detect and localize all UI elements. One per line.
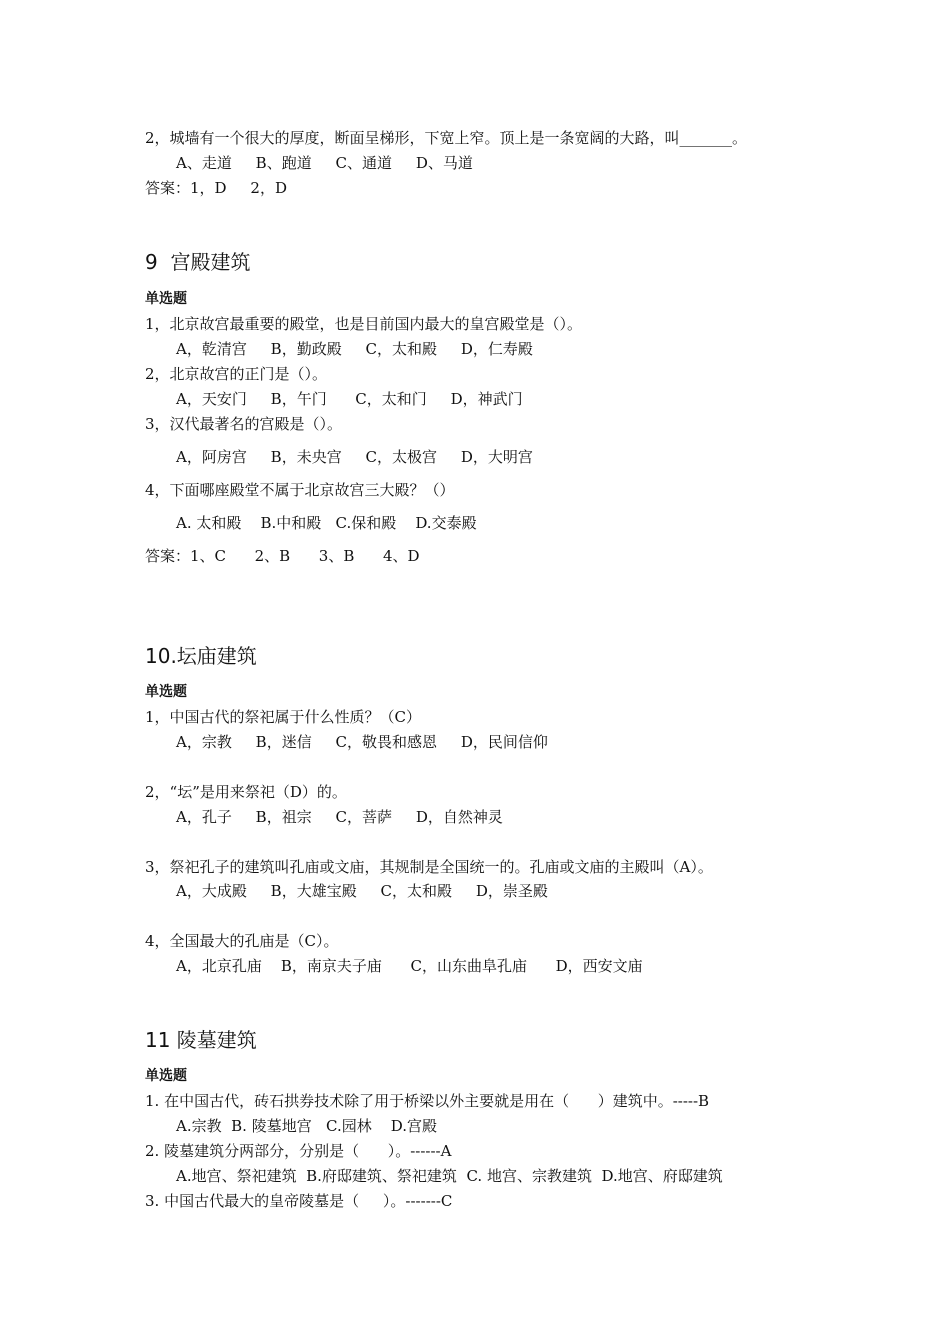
question-text: 2. 陵墓建筑分两部分，分别是（ ）。------A bbox=[145, 1142, 452, 1160]
section-heading: 9 宫殿建筑 bbox=[145, 250, 251, 274]
question-text: 1，北京故宫最重要的殿堂，也是目前国内最大的皇宫殿堂是（）。 bbox=[145, 315, 583, 333]
question-options: A，阿房宫 B，未央宫 C，太极宫 D，大明宫 bbox=[176, 448, 533, 466]
answer-key: 答案：1、C 2、B 3、B 4、D bbox=[145, 547, 420, 565]
question-options: A，大成殿 B，大雄宝殿 C，太和殿 D，崇圣殿 bbox=[176, 882, 548, 900]
question-options: A.宗教 B. 陵墓地宫 C.园林 D.宫殿 bbox=[176, 1117, 438, 1135]
question-options: A、走道 B、跑道 C、通道 D、马道 bbox=[176, 154, 473, 172]
section-label: 单选题 bbox=[145, 1068, 187, 1084]
question-text: 3，汉代最著名的宫殿是（）。 bbox=[145, 415, 343, 433]
question-options: A，孔子 B，祖宗 C，菩萨 D，自然神灵 bbox=[176, 808, 503, 826]
section-heading: 11 陵墓建筑 bbox=[145, 1028, 257, 1052]
question-options: A，乾清宫 B，勤政殿 C，太和殿 D，仁寿殿 bbox=[176, 340, 533, 358]
question-options: A，宗教 B，迷信 C，敬畏和感恩 D，民间信仰 bbox=[176, 733, 548, 751]
question-text: 1. 在中国古代，砖石拱券技术除了用于桥梁以外主要就是用在（ ）建筑中。-----B bbox=[145, 1092, 710, 1110]
question-options: A.地宫、祭祀建筑 B.府邸建筑、祭祀建筑 C. 地宫、宗教建筑 D.地宫、府邸建筑 bbox=[176, 1167, 723, 1185]
question-text: 4，全国最大的孔庙是（C）。 bbox=[145, 932, 339, 950]
section-heading: 10.坛庙建筑 bbox=[145, 644, 257, 668]
question-text: 2，北京故宫的正门是（）。 bbox=[145, 365, 328, 383]
question-options: A. 太和殿 B.中和殿 C.保和殿 D.交泰殿 bbox=[176, 514, 477, 532]
question-options: A，北京孔庙 B，南京夫子庙 C，山东曲阜孔庙 D，西安文庙 bbox=[176, 957, 643, 975]
question-text: 3. 中国古代最大的皇帝陵墓是（ ）。-------C bbox=[145, 1192, 453, 1210]
question-text: 4，下面哪座殿堂不属于北京故宫三大殿？（） bbox=[145, 481, 455, 499]
question-text: 3，祭祀孔子的建筑叫孔庙或文庙，其规制是全国统一的。孔庙或文庙的主殿叫（A）。 bbox=[145, 858, 713, 876]
section-label: 单选题 bbox=[145, 684, 187, 700]
question-text: 1，中国古代的祭祀属于什么性质？（C） bbox=[145, 708, 422, 726]
section-label: 单选题 bbox=[145, 291, 187, 307]
question-text: 2，城墙有一个很大的厚度，断面呈梯形，下宽上窄。顶上是一条宽阔的大路，叫_______。 bbox=[145, 129, 748, 147]
answer-key: 答案：1，D 2，D bbox=[145, 179, 287, 197]
question-options: A，天安门 B，午门 C，太和门 D，神武门 bbox=[176, 390, 523, 408]
question-text: 2，“坛”是用来祭祀（D）的。 bbox=[145, 783, 347, 801]
